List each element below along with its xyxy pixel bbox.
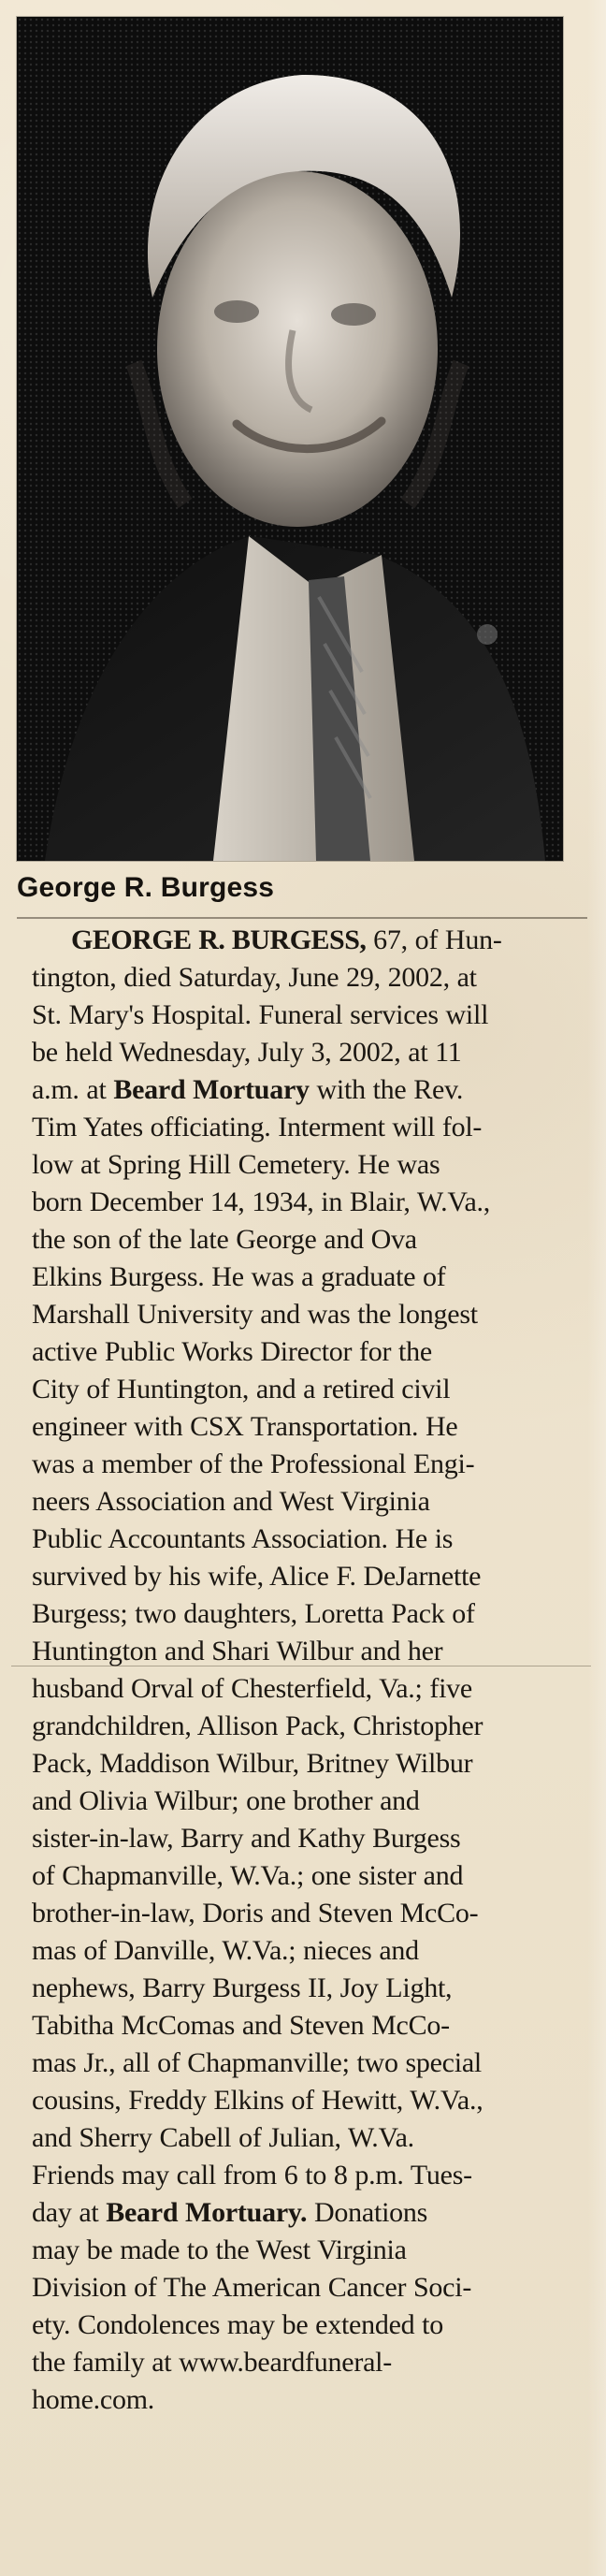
line-05-start: a.m. at — [32, 1074, 114, 1105]
intro-rest: 67, of Hun- — [366, 924, 502, 955]
obituary-line-28: mas of Danville, W.Va.; nieces and — [32, 1935, 419, 1966]
obituary-line-09: the son of the late George and Ova — [32, 1224, 417, 1255]
face-shape — [157, 171, 438, 527]
obituary-line-34: Friends may call from 6 to 8 p.m. Tues- — [32, 2160, 472, 2190]
lapel-pin — [477, 624, 498, 645]
obituary-line-16: neers Association and West Virginia — [32, 1486, 430, 1517]
obituary-line-03: St. Mary's Hospital. Funeral services will — [32, 999, 489, 1030]
obituary-line-17: Public Accountants Association. He is — [32, 1523, 454, 1554]
obituary-line-07: low at Spring Hill Cemetery. He was — [32, 1149, 440, 1180]
deceased-name: GEORGE R. BURGESS, — [71, 924, 367, 955]
left-eye — [214, 300, 259, 323]
obituary-line-15: was a member of the Professional Engi- — [32, 1448, 475, 1479]
obituary-line-32: cousins, Freddy Elkins of Hewitt, W.Va., — [32, 2085, 483, 2116]
obituary-line-10: Elkins Burgess. He was a graduate of — [32, 1261, 446, 1292]
obituary-line-23: Pack, Maddison Wilbur, Britney Wilbur — [32, 1748, 473, 1779]
obituary-line-31: mas Jr., all of Chapmanville; two special — [32, 2047, 482, 2078]
obituary-line-02: tington, died Saturday, June 29, 2002, at — [32, 962, 477, 993]
obituary-line-11: Marshall University and was the longest — [32, 1299, 478, 1330]
portrait-image — [17, 17, 563, 861]
obituary-line-36: may be made to the West Virginia — [32, 2234, 407, 2265]
obituary-line-05 — [32, 1071, 584, 1109]
obituary-line-19: Burgess; two daughters, Loretta Pack of — [32, 1598, 475, 1629]
caption-divider — [17, 917, 587, 919]
obituary-line-22: grandchildren, Allison Pack, Christopher — [32, 1710, 483, 1741]
right-eye — [331, 303, 376, 326]
obituary-line-30: Tabitha McComas and Steven McCo- — [32, 2010, 450, 2041]
obituary-line-27: brother-in-law, Doris and Steven McCo- — [32, 1898, 479, 1928]
obituary-line-20: Huntington and Shari Wilbur and her — [32, 1636, 443, 1666]
obituary-line-01 — [32, 922, 584, 959]
obituary-line-21: husband Orval of Chesterfield, Va.; five — [32, 1673, 472, 1704]
obituary-line-14: engineer with CSX Transportation. He — [32, 1411, 458, 1442]
obituary-line-13: City of Huntington, and a retired civil — [32, 1374, 451, 1404]
funeral-home-name: Beard Mortuary — [113, 1074, 310, 1105]
obituary-line-04: be held Wednesday, July 3, 2002, at 11 — [32, 1037, 462, 1068]
obituary-line-39: the family at www.beardfuneral- — [32, 2347, 392, 2378]
obituary-line-12: active Public Works Director for the — [32, 1336, 432, 1367]
obituary-line-35 — [32, 2194, 584, 2232]
funeral-home-name-second: Beard Mortuary. — [106, 2197, 308, 2228]
obituary-line-25: sister-in-law, Barry and Kathy Burgess — [32, 1823, 461, 1854]
obituary-body — [32, 922, 584, 2419]
obituary-line-38: ety. Condolences may be extended to — [32, 2309, 443, 2340]
line-05-end: with the Rev. — [309, 1074, 464, 1105]
portrait-photo — [17, 17, 563, 861]
obituary-line-24: and Olivia Wilbur; one brother and — [32, 1785, 420, 1816]
line-35-end: Donations — [307, 2197, 428, 2228]
paper-edge — [587, 0, 606, 2576]
obituary-line-26: of Chapmanville, W.Va.; one sister and — [32, 1860, 464, 1891]
line-35-start: day at — [32, 2197, 107, 2228]
obituary-line-18: survived by his wife, Alice F. DeJarnette — [32, 1561, 482, 1592]
obituary-line-33: and Sherry Cabell of Julian, W.Va. — [32, 2122, 414, 2153]
obituary-line-06: Tim Yates officiating. Interment will fol- — [32, 1112, 483, 1142]
obituary-line-29: nephews, Barry Burgess II, Joy Light, — [32, 1972, 453, 2003]
obituary-line-37: Division of The American Cancer Soci- — [32, 2272, 472, 2303]
photo-caption: George R. Burgess — [17, 872, 275, 903]
obituary-line-40: home.com. — [32, 2384, 155, 2415]
obituary-line-08: born December 14, 1934, in Blair, W.Va., — [32, 1186, 491, 1217]
